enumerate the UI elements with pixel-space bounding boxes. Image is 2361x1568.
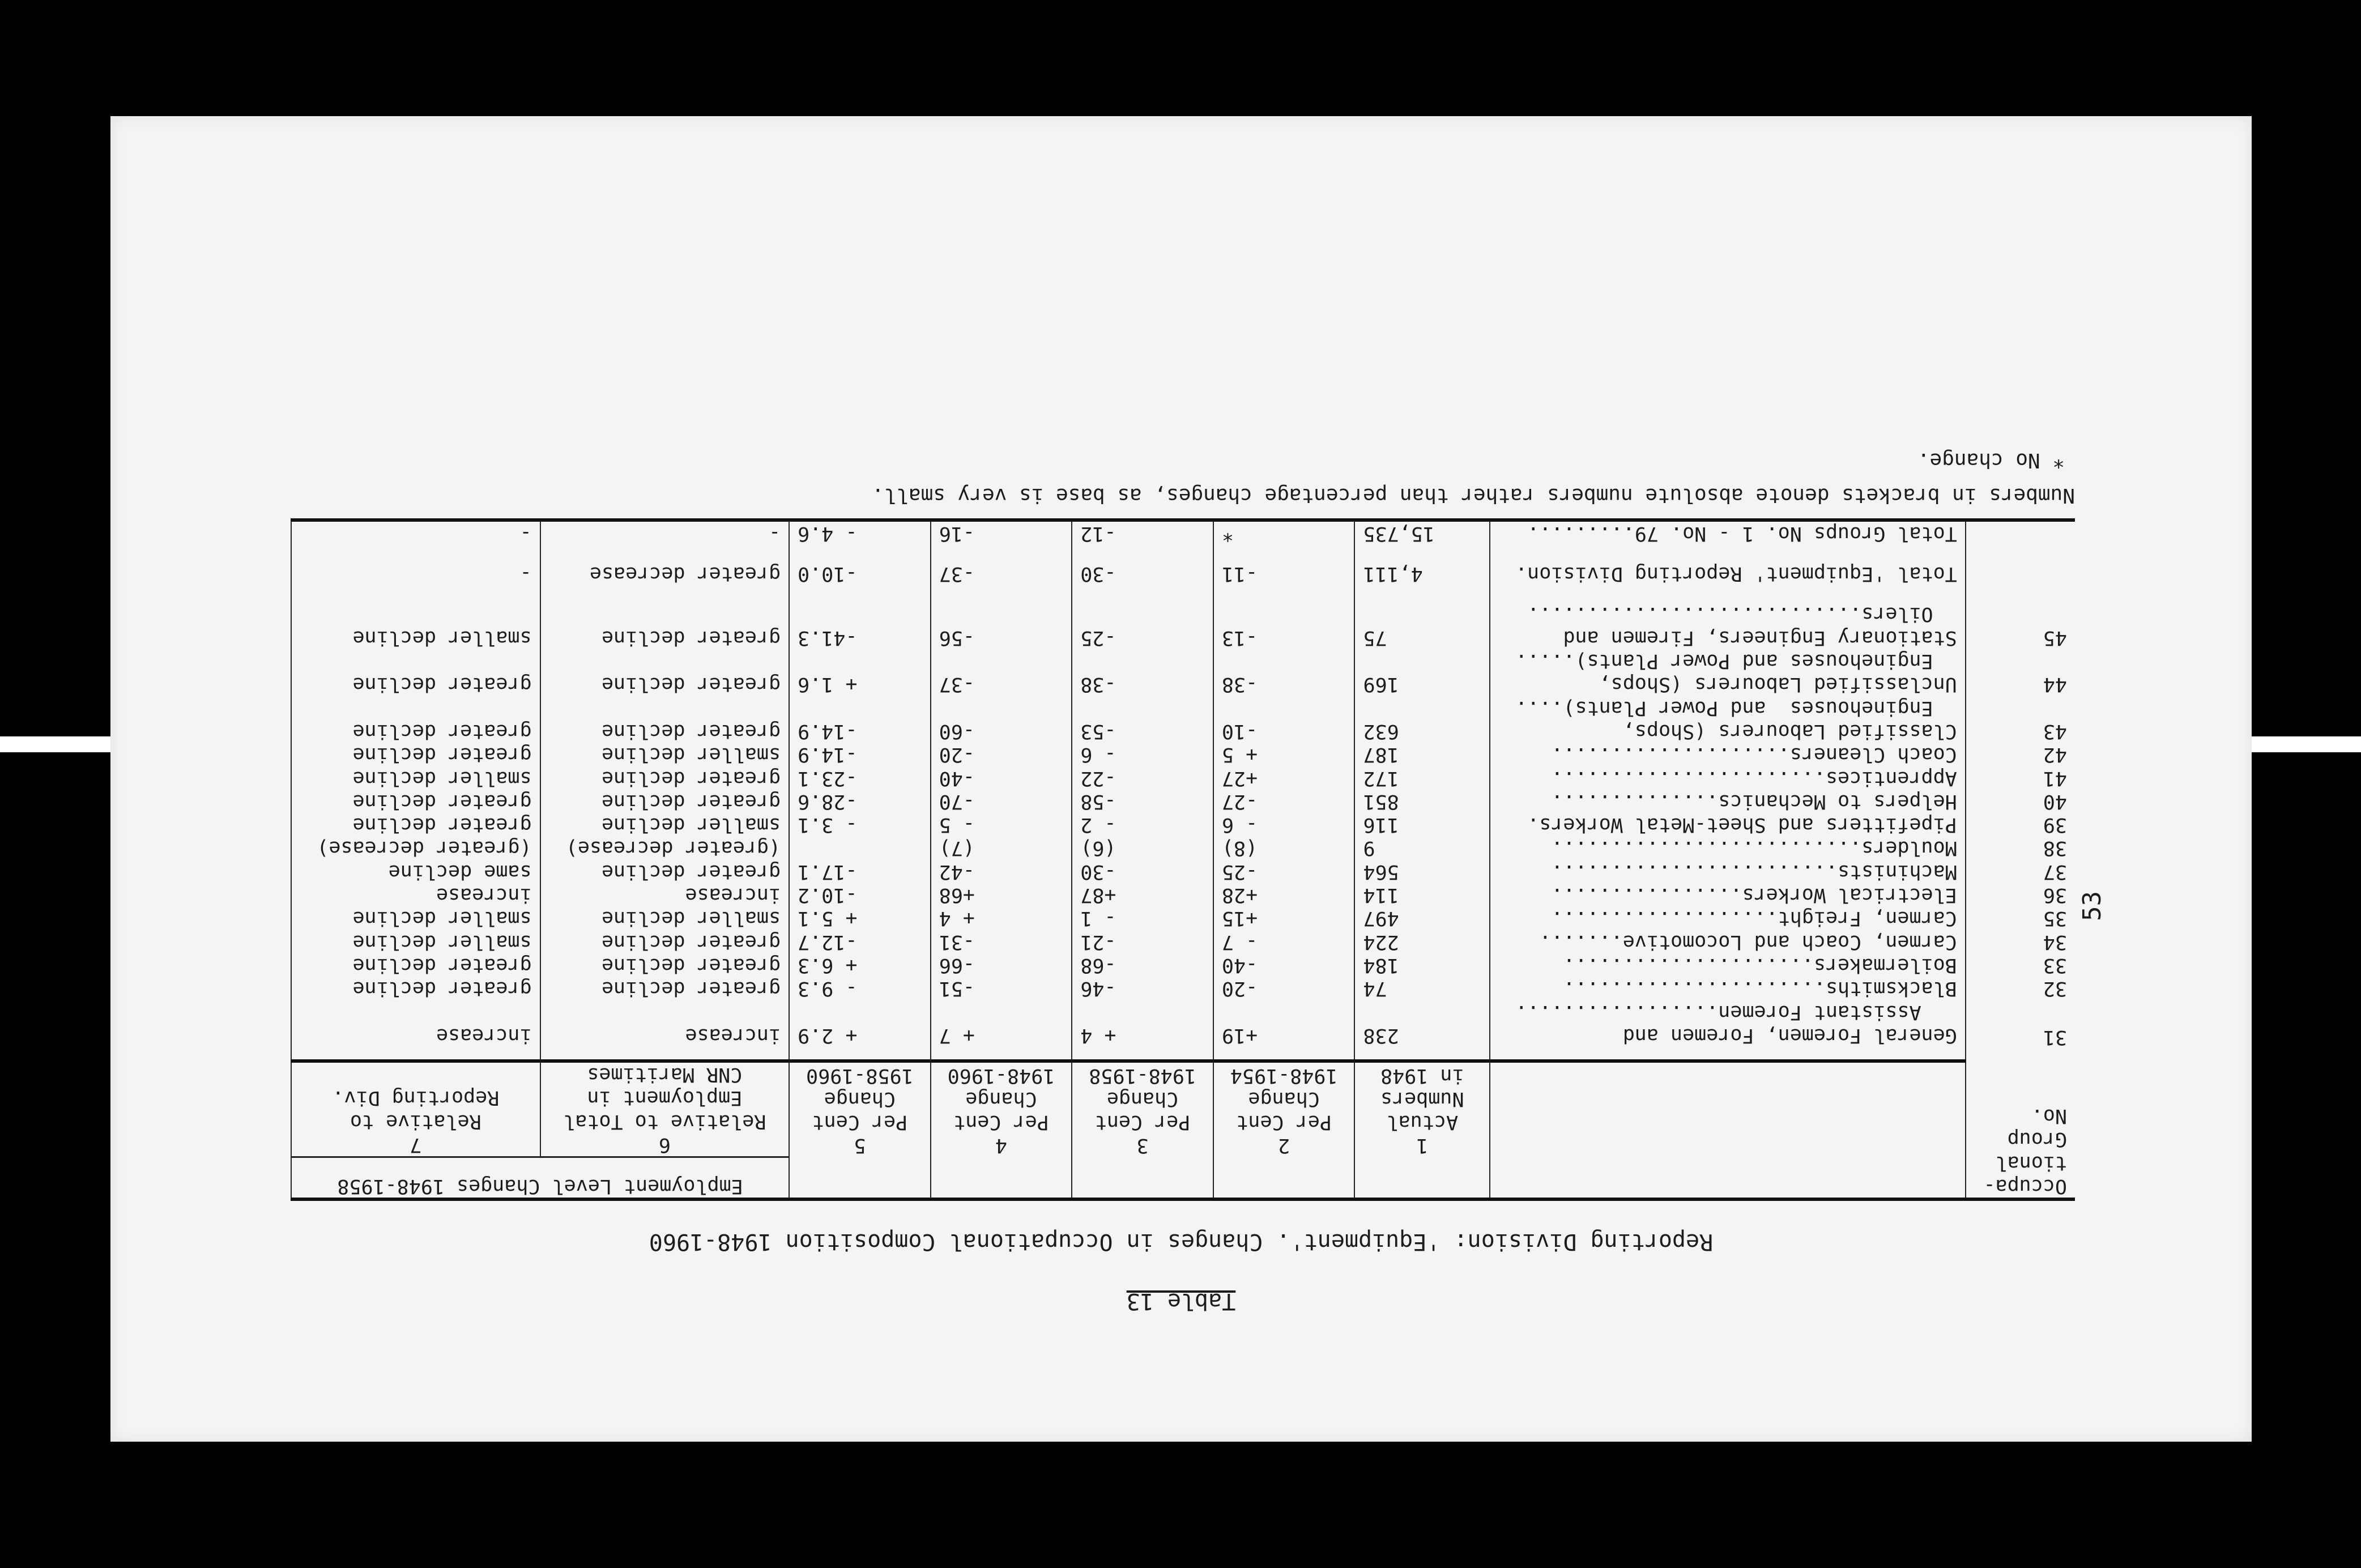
relative-cnr-maritimes-cell: smaller decline [540, 906, 790, 930]
group-number-cell: 32 [1966, 977, 2075, 1000]
group-number-cell: 37 [1966, 859, 2075, 883]
change-1948-1954-cell: -20 [1213, 977, 1355, 1000]
occupation-cell: Total Groups No. 1 - No. 79......... [1490, 520, 1966, 562]
actual-1948-cell: 564 [1354, 859, 1490, 883]
relative-cnr-maritimes-cell: greater decline [540, 649, 790, 696]
relative-cnr-maritimes-cell: greater decline [540, 696, 790, 743]
change-1948-1958-cell: -21 [1072, 930, 1213, 953]
change-1948-1960-cell: -31 [931, 930, 1072, 953]
relative-cnr-maritimes-cell: greater decline [540, 859, 790, 883]
change-1948-1958-cell: -68 [1072, 953, 1213, 977]
relative-reporting-div-cell: - [291, 562, 540, 602]
occupation-cell: Total 'Equipment' Reporting Division. [1490, 562, 1966, 602]
table-row [291, 743, 2075, 766]
occupation-cell: Pipefitters and Sheet-Metal Workers. [1490, 813, 1966, 836]
change-1948-1960-cell: -56 [931, 602, 1072, 649]
actual-1948-cell: 632 [1354, 696, 1490, 743]
change-1948-1958-cell: - 6 [1072, 743, 1213, 766]
group-number-cell: 45 [1966, 602, 2075, 649]
actual-1948-cell: 114 [1354, 883, 1490, 906]
actual-1948-cell: 74 [1354, 977, 1490, 1000]
actual-1948-cell: 116 [1354, 813, 1490, 836]
change-1958-1960-cell [789, 836, 931, 859]
relative-reporting-div-cell: (greater decrease) [291, 836, 540, 859]
actual-1948-cell: 497 [1354, 906, 1490, 930]
occupation-cell: Carmen, Coach and Locomotive....... [1490, 930, 1966, 953]
change-1948-1954-cell: +27 [1213, 766, 1355, 789]
actual-1948-cell: 4,111 [1354, 562, 1490, 602]
table-row [291, 813, 2075, 836]
header-col-2: 2 Per Cent Change 1948-1954 [1213, 1061, 1355, 1157]
actual-1948-cell: 9 [1354, 836, 1490, 859]
footnote-brackets: Numbers in brackets denote absolute numbers rather than percentage changes, as base is very small. [871, 484, 2075, 507]
relative-reporting-div-cell: increase [291, 883, 540, 906]
relative-reporting-div-cell: greater decline [291, 953, 540, 977]
change-1948-1958-cell: +87 [1072, 883, 1213, 906]
actual-1948-cell: 851 [1354, 790, 1490, 813]
table-row [291, 883, 2075, 906]
header-col-5: 5 Per Cent Change 1958-1960 [789, 1061, 931, 1157]
change-1948-1958-cell: -30 [1072, 859, 1213, 883]
relative-reporting-div-cell: smaller decline [291, 930, 540, 953]
change-1948-1960-cell: -20 [931, 743, 1072, 766]
group-number-cell: 43 [1966, 696, 2075, 743]
change-1948-1954-cell: -13 [1213, 602, 1355, 649]
change-1958-1960-cell: - 4.6 [789, 520, 931, 562]
change-1948-1958-cell: + 4 [1072, 1000, 1213, 1061]
relative-reporting-div-cell: greater decline [291, 696, 540, 743]
group-number-cell: 35 [1966, 906, 2075, 930]
change-1958-1960-cell: -14.9 [789, 696, 931, 743]
change-1958-1960-cell: -28.6 [789, 790, 931, 813]
occupation-cell: Electrical Workers................ [1490, 883, 1966, 906]
occupation-cell: Carmen, Freight................... [1490, 906, 1966, 930]
occupation-cell: Machinists........................ [1490, 859, 1966, 883]
change-1948-1960-cell: -37 [931, 649, 1072, 696]
header-col-7: 7 Relative to Reporting Div. [291, 1061, 540, 1157]
change-1958-1960-cell: -17.1 [789, 859, 931, 883]
group-number-cell: 44 [1966, 649, 2075, 696]
occupation-cell: Boilermakers..................... [1490, 953, 1966, 977]
relative-cnr-maritimes-cell: smaller decline [540, 813, 790, 836]
change-1948-1958-cell: - 2 [1072, 813, 1213, 836]
relative-cnr-maritimes-cell: greater decline [540, 766, 790, 789]
change-1948-1960-cell: -60 [931, 696, 1072, 743]
occupation-cell: Stationary Engineers, Firemen and Oilers............................ [1490, 602, 1966, 649]
header-col-4: 4 Per Cent Change 1948-1960 [931, 1061, 1072, 1157]
change-1948-1954-cell: + 5 [1213, 743, 1355, 766]
relative-reporting-div-cell: greater decline [291, 977, 540, 1000]
change-1948-1954-cell: (8) [1213, 836, 1355, 859]
table-row [291, 906, 2075, 930]
group-number-cell: 41 [1966, 766, 2075, 789]
relative-reporting-div-cell: smaller decline [291, 602, 540, 649]
footnote-no-change: * No change. [1917, 449, 2065, 472]
header-employment-level-changes: Employment Level Changes 1948-1958 [291, 1157, 789, 1200]
relative-cnr-maritimes-cell: greater decline [540, 930, 790, 953]
change-1948-1958-cell: - 1 [1072, 906, 1213, 930]
relative-reporting-div-cell: greater decline [291, 649, 540, 696]
table-row [291, 562, 2075, 602]
table-row [291, 602, 2075, 649]
group-number-cell: 39 [1966, 813, 2075, 836]
group-number-cell [1966, 520, 2075, 562]
actual-1948-cell: 238 [1354, 1000, 1490, 1061]
relative-reporting-div-cell: same decline [291, 859, 540, 883]
change-1958-1960-cell: -10.2 [789, 883, 931, 906]
change-1958-1960-cell: + 1.6 [789, 649, 931, 696]
relative-reporting-div-cell: smaller decline [291, 766, 540, 789]
header-col-1: 1 Actual Numbers in 1948 [1354, 1061, 1490, 1157]
relative-cnr-maritimes-cell: increase [540, 1000, 790, 1061]
change-1948-1954-cell: - 6 [1213, 813, 1355, 836]
relative-reporting-div-cell: smaller decline [291, 906, 540, 930]
header-occupation [1490, 1061, 1966, 1157]
table-row [291, 649, 2075, 696]
relative-cnr-maritimes-cell: greater decline [540, 977, 790, 1000]
occupation-cell: Moulders.......................... [1490, 836, 1966, 859]
change-1958-1960-cell: -12.7 [789, 930, 931, 953]
relative-cnr-maritimes-cell: (greater decrease) [540, 836, 790, 859]
table-row [291, 790, 2075, 813]
change-1948-1958-cell: -12 [1072, 520, 1213, 562]
relative-reporting-div-cell: greater decline [291, 813, 540, 836]
table-row [291, 977, 2075, 1000]
relative-cnr-maritimes-cell: - [540, 520, 790, 562]
change-1948-1954-cell: - 7 [1213, 930, 1355, 953]
change-1948-1960-cell: -51 [931, 977, 1072, 1000]
page-content-rotated [110, 116, 2252, 1442]
relative-cnr-maritimes-cell: greater decline [540, 953, 790, 977]
actual-1948-cell: 224 [1354, 930, 1490, 953]
page-number: 53 [2078, 891, 2107, 921]
change-1948-1954-cell: -25 [1213, 859, 1355, 883]
change-1948-1954-cell: -40 [1213, 953, 1355, 977]
change-1958-1960-cell: - 9.3 [789, 977, 931, 1000]
header-occupation-blank [1490, 1157, 1966, 1200]
table-row [291, 953, 2075, 977]
relative-cnr-maritimes-cell: greater decrease [540, 562, 790, 602]
change-1948-1954-cell: +19 [1213, 1000, 1355, 1061]
change-1948-1960-cell: -37 [931, 562, 1072, 602]
group-number-cell: 34 [1966, 930, 2075, 953]
relative-reporting-div-cell: - [291, 520, 540, 562]
table-row [291, 836, 2075, 859]
group-number-cell: 33 [1966, 953, 2075, 977]
change-1948-1954-cell: -27 [1213, 790, 1355, 813]
relative-cnr-maritimes-cell: greater decline [540, 790, 790, 813]
change-1948-1954-cell: -10 [1213, 696, 1355, 743]
change-1948-1960-cell: + 7 [931, 1000, 1072, 1061]
group-number-cell: 38 [1966, 836, 2075, 859]
occupation-cell: Coach Cleaners.................... [1490, 743, 1966, 766]
occupation-cell: Unclassified Labourers (Shops, Enginehouses and Power Plants)..... [1490, 649, 1966, 696]
change-1948-1954-cell: +28 [1213, 883, 1355, 906]
group-number-cell: 42 [1966, 743, 2075, 766]
actual-1948-cell: 169 [1354, 649, 1490, 696]
change-1958-1960-cell: + 2.9 [789, 1000, 931, 1061]
document-page [110, 116, 2252, 1442]
change-1948-1960-cell: -42 [931, 859, 1072, 883]
change-1948-1954-cell: -38 [1213, 649, 1355, 696]
change-1948-1958-cell: -30 [1072, 562, 1213, 602]
table-row [291, 1000, 2075, 1061]
change-1958-1960-cell: -14.9 [789, 743, 931, 766]
occupation-cell: Classified Labourers (Shops, Enginehouses and Power Plants).... [1490, 696, 1966, 743]
occupational-composition-table [291, 518, 2075, 1201]
change-1948-1954-cell: +15 [1213, 906, 1355, 930]
group-number-cell: 40 [1966, 790, 2075, 813]
relative-cnr-maritimes-cell: greater decline [540, 602, 790, 649]
change-1948-1960-cell: (7) [931, 836, 1072, 859]
occupation-cell: General Foremen, Foremen and Assistant Foremen................. [1490, 1000, 1966, 1061]
change-1958-1960-cell: - 3.1 [789, 813, 931, 836]
relative-reporting-div-cell: greater decline [291, 743, 540, 766]
header-col-3: 3 Per Cent Change 1948-1958 [1072, 1061, 1213, 1157]
occupation-cell: Apprentices....................... [1490, 766, 1966, 789]
change-1958-1960-cell: -41.3 [789, 602, 931, 649]
header-group-number: Occupa- tional Group No. [1966, 1061, 2075, 1199]
table-label: Table 13 [1126, 1288, 1236, 1314]
table-row [291, 696, 2075, 743]
change-1948-1960-cell: -66 [931, 953, 1072, 977]
table-body [291, 520, 2075, 1061]
header-col-6: 6 Relative to Total Employment in CNR Maritimes [540, 1061, 790, 1157]
occupation-cell: Helpers to Mechanics.............. [1490, 790, 1966, 813]
change-1958-1960-cell: + 6.3 [789, 953, 931, 977]
change-1948-1958-cell: -46 [1072, 977, 1213, 1000]
change-1958-1960-cell: -23.1 [789, 766, 931, 789]
change-1948-1960-cell: -40 [931, 766, 1072, 789]
table-row [291, 766, 2075, 789]
group-number-cell: 31 [1966, 1000, 2075, 1061]
relative-cnr-maritimes-cell: increase [540, 883, 790, 906]
actual-1948-cell: 184 [1354, 953, 1490, 977]
change-1948-1958-cell: -58 [1072, 790, 1213, 813]
change-1948-1958-cell: -22 [1072, 766, 1213, 789]
change-1948-1960-cell: +68 [931, 883, 1072, 906]
actual-1948-cell: 15,735 [1354, 520, 1490, 562]
relative-cnr-maritimes-cell: smaller decline [540, 743, 790, 766]
change-1948-1960-cell: -70 [931, 790, 1072, 813]
actual-1948-cell: 187 [1354, 743, 1490, 766]
change-1948-1960-cell: + 4 [931, 906, 1072, 930]
change-1948-1954-cell: -11 [1213, 562, 1355, 602]
table-row [291, 859, 2075, 883]
occupation-cell: Blacksmiths...................... [1490, 977, 1966, 1000]
change-1948-1958-cell: -53 [1072, 696, 1213, 743]
table-row [291, 930, 2075, 953]
group-number-cell [1966, 562, 2075, 602]
change-1948-1960-cell: -16 [931, 520, 1072, 562]
group-number-cell: 36 [1966, 883, 2075, 906]
relative-reporting-div-cell: greater decline [291, 790, 540, 813]
change-1948-1960-cell: - 5 [931, 813, 1072, 836]
change-1958-1960-cell: + 5.1 [789, 906, 931, 930]
relative-reporting-div-cell: increase [291, 1000, 540, 1061]
change-1958-1960-cell: -10.0 [789, 562, 931, 602]
table-row [291, 520, 2075, 562]
table-title: Reporting Division: 'Equipment'. Changes in Occupational Composition 1948-1960 [649, 1229, 1714, 1255]
actual-1948-cell: 172 [1354, 766, 1490, 789]
change-1948-1958-cell: -38 [1072, 649, 1213, 696]
change-1948-1958-cell: (6) [1072, 836, 1213, 859]
actual-1948-cell: 75 [1354, 602, 1490, 649]
change-1948-1954-cell: * [1213, 520, 1355, 562]
change-1948-1958-cell: -25 [1072, 602, 1213, 649]
